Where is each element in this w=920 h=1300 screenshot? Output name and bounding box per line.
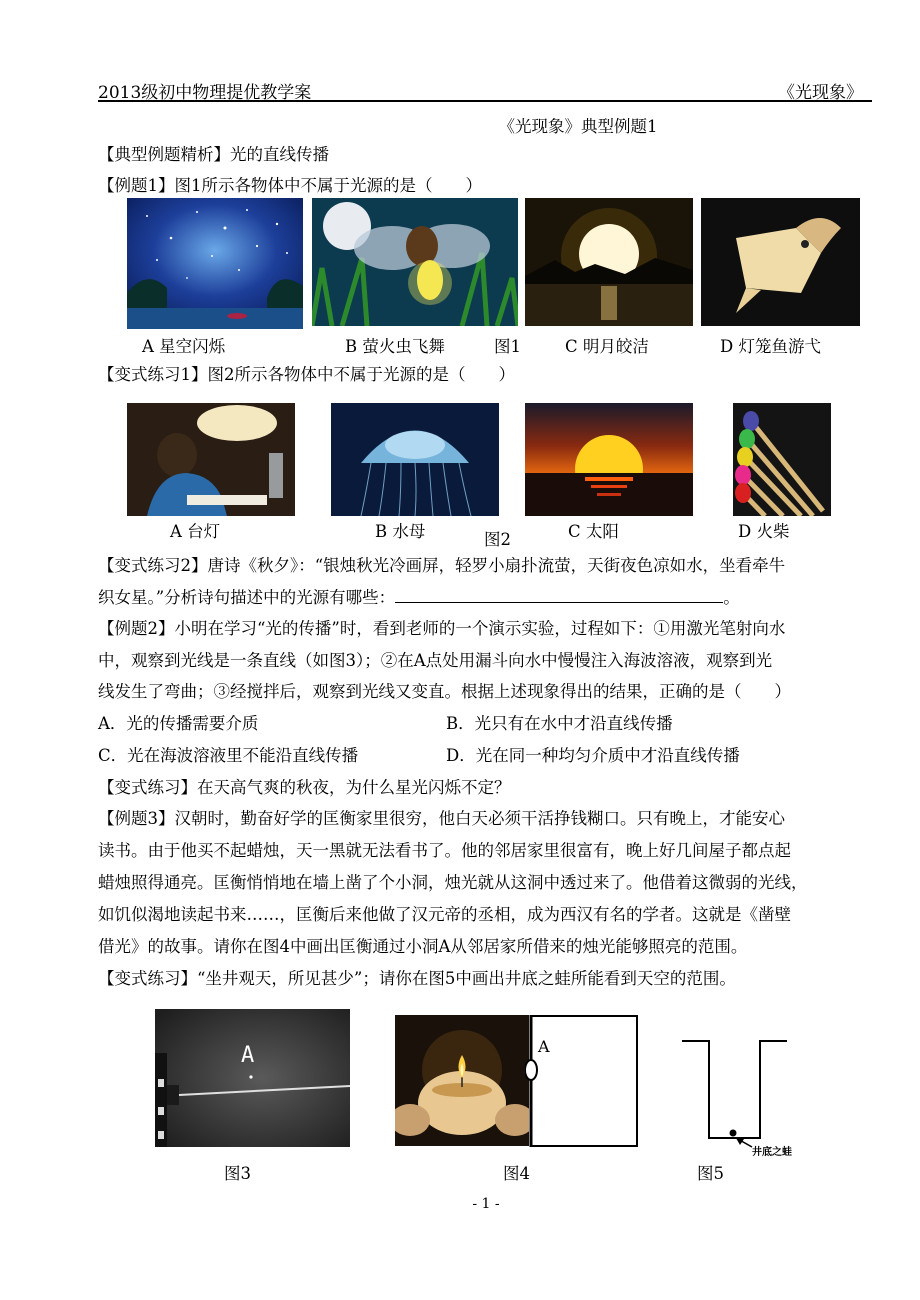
frog-label: 井底之蛙 — [752, 1147, 792, 1158]
fig3-label: 图3 — [224, 1164, 251, 1183]
example3-line3: 蜡烛照得通亮。匡衡悄悄地在墙上凿了个小洞，烛光就从这洞中透过来了。他借着这微弱的光线， — [98, 873, 808, 892]
example2-option-b: B．光只有在水中才沿直线传播 — [446, 714, 673, 733]
frog-dot — [730, 1130, 737, 1137]
fig4-point-a: A — [538, 1037, 550, 1056]
fig3-point-a: A — [241, 1043, 255, 1068]
fig1-label: 图1 — [494, 337, 521, 356]
variant3-question: 【变式练习】在天高气爽的秋夜，为什么星光闪烁不定？ — [98, 778, 511, 797]
example3-line2: 读书。由于他买不起蜡烛，天一黑就无法看书了。他的邻居家里很富有，晚上好几间屋子都点起 — [98, 841, 791, 860]
variant4-question: 【变式练习】“坐井观天，所见甚少”；请你在图5中画出井底之蛙所能看到天空的范围。 — [98, 969, 736, 988]
moon-image — [525, 198, 693, 326]
jellyfish-image — [331, 403, 499, 516]
example1-question: 【例题1】图1所示各物体中不属于光源的是（ ） — [98, 176, 482, 195]
example2-line3: 线发生了弯曲；③经搅拌后，观察到光线又变直。根据上述现象得出的结果，正确的是（ ） — [98, 682, 791, 701]
header-right: 《光现象》 — [778, 83, 863, 103]
example3-line1: 【例题3】汉朝时，勤奋好学的匡衡家里很穷，他白天必须干活挣钱糊口。只有晚上，才能安心 — [98, 809, 785, 828]
well-diagram — [682, 1035, 812, 1163]
answer-blank[interactable] — [395, 588, 723, 603]
firefly-image — [312, 198, 518, 326]
fig1-option-c: C 明月皎洁 — [565, 337, 649, 356]
fig4-label: 图4 — [503, 1164, 530, 1183]
sunset-image — [525, 403, 693, 516]
fig5-label: 图5 — [697, 1164, 724, 1183]
fig2-option-d: D 火柴 — [738, 522, 790, 541]
page-title: 《光现象》典型例题1 — [498, 117, 658, 136]
variant1-question: 【变式练习1】图2所示各物体中不属于光源的是（ ） — [98, 365, 515, 384]
fig2-option-c: C 太阳 — [568, 522, 619, 541]
header-rule — [98, 100, 872, 102]
section-heading: 【典型例题精析】光的直线传播 — [98, 145, 329, 164]
variant2-text: 织女星。”分析诗句描述中的光源有哪些： — [98, 588, 396, 607]
wall-room-diagram — [525, 1015, 640, 1149]
example2-option-c: C．光在海波溶液里不能沿直线传播 — [98, 746, 359, 765]
lanternfish-image — [701, 198, 860, 326]
header-left: 2013级初中物理提优教学案 — [98, 83, 312, 103]
wall-hole — [525, 1060, 537, 1080]
matches-image — [733, 403, 831, 516]
example3-line4: 如饥似渴地读起书来……，匡衡后来他做了汉元帝的丞相，成为西汉有名的学者。这就是《凿壁 — [98, 905, 791, 924]
variant2-line1: 【变式练习2】唐诗《秋夕》：“银烛秋光冷画屏，轻罗小扇扑流萤，天街夜色凉如水，坐看牵牛 — [98, 556, 786, 575]
variant2-end: 。 — [723, 588, 740, 607]
starry-sky-image — [127, 198, 303, 329]
fig2-option-a: A 台灯 — [170, 522, 221, 541]
fig1-option-b: B 萤火虫飞舞 — [345, 337, 445, 356]
fig1-option-a: A 星空闪烁 — [142, 337, 226, 356]
example2-option-d: D．光在同一种均匀介质中才沿直线传播 — [446, 746, 740, 765]
desk-lamp-image — [127, 403, 295, 516]
fig2-option-b: B 水母 — [375, 522, 426, 541]
candle-photo — [395, 1015, 529, 1146]
fig2-label: 图2 — [484, 530, 511, 549]
laser-figure — [155, 1009, 350, 1147]
fig1-option-d: D 灯笼鱼游弋 — [720, 337, 821, 356]
example2-line1: 【例题2】小明在学习“光的传播”时，看到老师的一个演示实验，过程如下：①用激光笔射向水 — [98, 619, 786, 638]
variant2-line2 — [98, 587, 740, 609]
example2-option-a: A．光的传播需要介质 — [98, 714, 259, 733]
page-number: - 1 - — [472, 1196, 500, 1212]
example2-line2: 中，观察到光线是一条直线（如图3）；②在A点处用漏斗向水中慢慢注入海波溶液，观察到光 — [98, 651, 773, 670]
example3-line5: 借光》的故事。请你在图4中画出匡衡通过小洞A从邻居家所借来的烛光能够照亮的范围。 — [98, 937, 748, 956]
